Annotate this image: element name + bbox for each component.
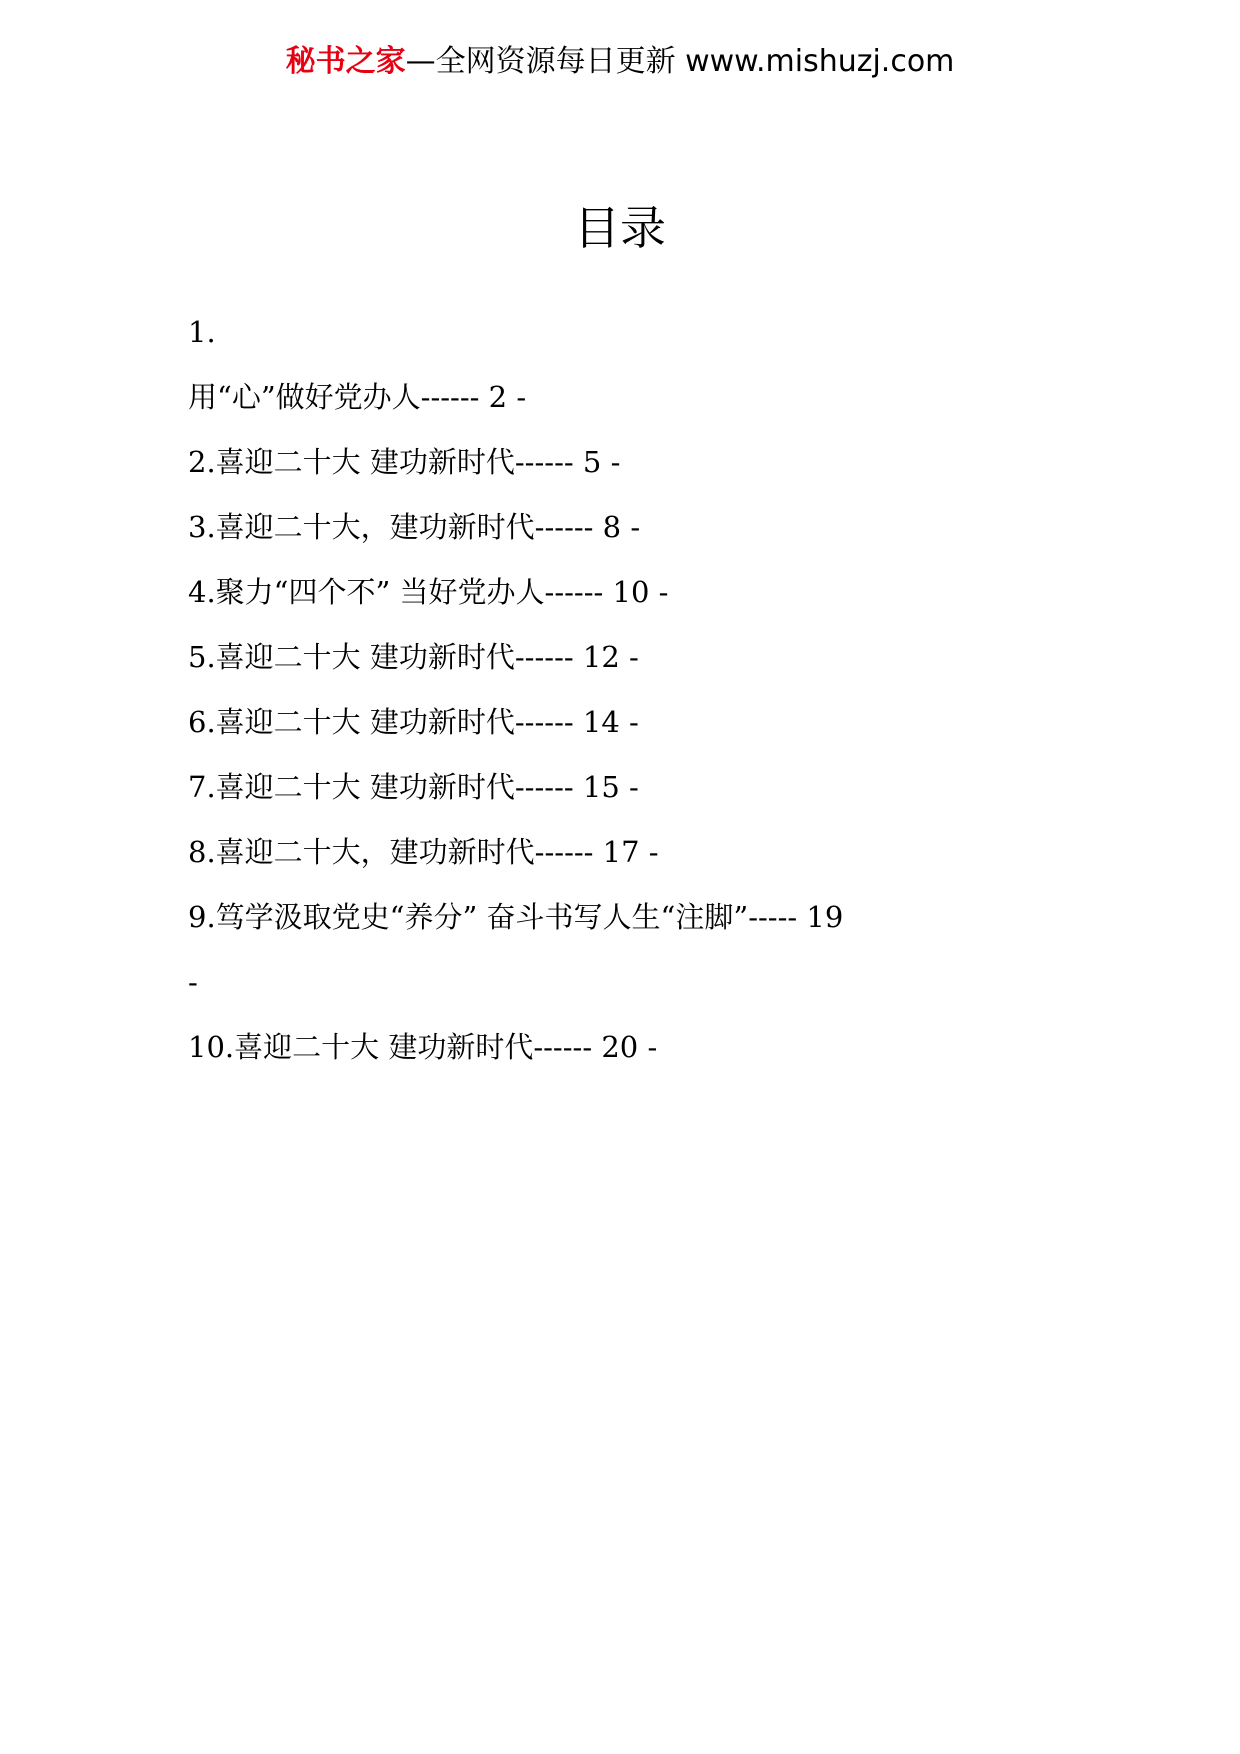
site-header (0, 42, 1240, 82)
toc-line: 2.喜迎二十大 建功新时代------ 5 - (188, 445, 621, 479)
toc-line: 1. (188, 315, 216, 349)
toc-line: 5.喜迎二十大 建功新时代------ 12 - (188, 640, 639, 674)
table-of-contents (188, 300, 1088, 1080)
toc-line: 8.喜迎二十大，建功新时代------ 17 - (188, 835, 659, 869)
header-tagline: —全网资源每日更新 www.mishuzj.com (405, 44, 955, 79)
toc-line: - (188, 965, 198, 999)
toc-line: 3.喜迎二十大，建功新时代------ 8 - (188, 510, 641, 544)
toc-line: 9.笃学汲取党史“养分” 奋斗书写人生“注脚”----- 19 (188, 900, 844, 934)
page-title: 目录 (574, 201, 666, 255)
toc-line: 4.聚力“四个不” 当好党办人------ 10 - (188, 575, 669, 609)
brand-name: 秘书之家 (285, 44, 406, 79)
toc-line: 6.喜迎二十大 建功新时代------ 14 - (188, 705, 639, 739)
toc-line: 7.喜迎二十大 建功新时代------ 15 - (188, 770, 639, 804)
toc-line: 10.喜迎二十大 建功新时代------ 20 - (188, 1030, 658, 1064)
toc-line: 用“心”做好党办人------ 2 - (188, 380, 527, 414)
